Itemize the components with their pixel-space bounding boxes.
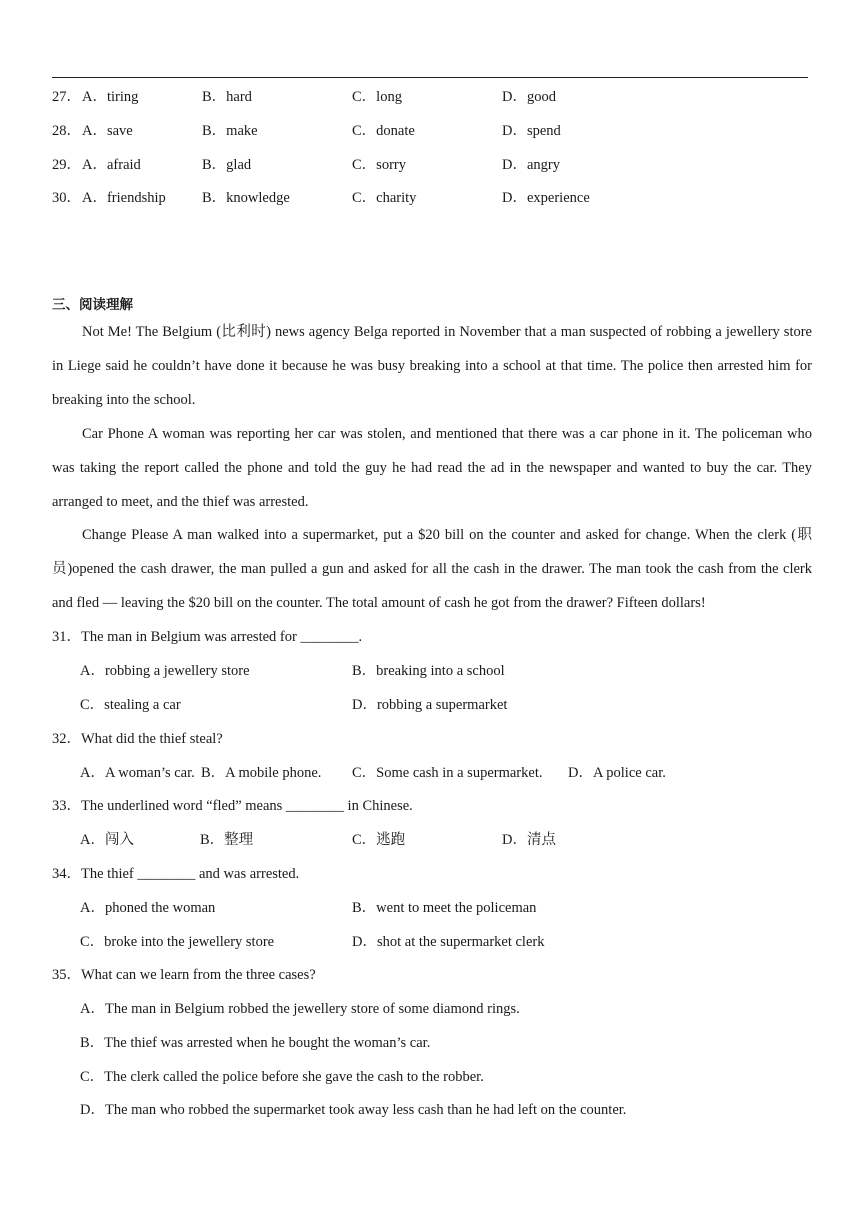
option-c: C．charity bbox=[352, 190, 417, 206]
option-row-28 bbox=[0, 121, 860, 141]
question-32-option-b: B．A mobile phone. bbox=[201, 765, 322, 781]
question-32-option-d: D．A police car. bbox=[568, 765, 666, 781]
option-a: A．friendship bbox=[82, 190, 166, 206]
passage-paragraph-2: Car Phone A woman was reporting her car was stolen, and mentioned that there was a car phone in it. The policeman who was taking the report called the phone and told the guy he had read the ad in the newspaper and wanted to buy the car. They arranged to meet, and the thief was arrested. bbox=[52, 426, 812, 510]
question-31-option-c: C．stealing a car bbox=[80, 697, 181, 713]
option-c: C．long bbox=[352, 89, 402, 105]
question-31-option-b: B．breaking into a school bbox=[352, 663, 505, 679]
option-b: B．knowledge bbox=[202, 190, 290, 206]
option-a: A．tiring bbox=[82, 89, 139, 105]
question-31-option-d: D．robbing a supermarket bbox=[352, 697, 508, 713]
question-number: 28． bbox=[52, 123, 81, 139]
option-c: C．sorry bbox=[352, 157, 406, 173]
question-number: 29． bbox=[52, 157, 81, 173]
question-34-option-c: C．broke into the jewellery store bbox=[80, 934, 275, 950]
question-31-option-a: A．robbing a jewellery store bbox=[80, 663, 250, 679]
option-b: B．glad bbox=[202, 157, 252, 173]
question-35-option-c: C．The clerk called the police before she gave the cash to the robber. bbox=[80, 1069, 484, 1085]
question-33-option-d: D．清点 bbox=[502, 832, 556, 848]
option-b: B．make bbox=[202, 123, 258, 139]
option-d: D．spend bbox=[502, 123, 561, 139]
option-row-30 bbox=[0, 188, 860, 208]
question-34-option-b: B．went to meet the policeman bbox=[352, 900, 537, 916]
passage-paragraph-3: Change Please A man walked into a supermarket, put a $20 bill on the counter and asked for change. When the clerk (职员)opened the cash drawer, the man pulled a gun and asked for all the cash in the drawer. The man took the cash from the clerk and fled — leaving the $20 bill on the counter. The total amount of cash he got from the drawer? Fifteen dollars! bbox=[52, 527, 812, 611]
section-title: 三、阅读理解 bbox=[52, 297, 133, 313]
question-34-option-d: D．shot at the supermarket clerk bbox=[352, 934, 545, 950]
option-d: D．angry bbox=[502, 157, 560, 173]
question-32-stem: 32．What did the thief steal? bbox=[52, 731, 223, 747]
question-35-option-d: D．The man who robbed the supermarket took away less cash than he had left on the counter. bbox=[80, 1102, 627, 1118]
question-33-stem: 33．The underlined word “fled” means ________ in Chinese. bbox=[52, 798, 413, 814]
question-34-option-a: A．phoned the woman bbox=[80, 900, 216, 916]
option-a: A．afraid bbox=[82, 157, 141, 173]
question-35-option-a: A．The man in Belgium robbed the jewellery store of some diamond rings. bbox=[80, 1001, 520, 1017]
option-b: B．hard bbox=[202, 89, 252, 105]
question-33-option-b: B．整理 bbox=[200, 832, 254, 848]
question-31-stem: 31．The man in Belgium was arrested for ________. bbox=[52, 629, 363, 645]
option-row-27 bbox=[0, 87, 860, 107]
question-35-option-b: B．The thief was arrested when he bought the woman’s car. bbox=[80, 1035, 431, 1051]
option-d: D．good bbox=[502, 89, 556, 105]
option-c: C．donate bbox=[352, 123, 415, 139]
header-rule bbox=[52, 77, 808, 78]
question-34-stem: 34．The thief ________ and was arrested. bbox=[52, 866, 300, 882]
option-d: D．experience bbox=[502, 190, 590, 206]
question-33-option-a: A．闯入 bbox=[80, 832, 134, 848]
question-32-option-a: A．A woman’s car. bbox=[80, 765, 195, 781]
question-32-option-c: C．Some cash in a supermarket. bbox=[352, 765, 543, 781]
question-35-stem: 35．What can we learn from the three cases? bbox=[52, 967, 316, 983]
question-33-option-c: C．逃跑 bbox=[352, 832, 406, 848]
passage-paragraph-1: Not Me! The Belgium (比利时) news agency Belga reported in November that a man suspected of robbing a jewellery store in Liege said he couldn’t have done it because he was busy breaking into a school at that time. The police then arrested him for breaking into the school. bbox=[52, 324, 812, 408]
option-a: A．save bbox=[82, 123, 133, 139]
question-number: 30． bbox=[52, 190, 81, 206]
option-row-29 bbox=[0, 155, 860, 175]
question-number: 27． bbox=[52, 89, 81, 105]
